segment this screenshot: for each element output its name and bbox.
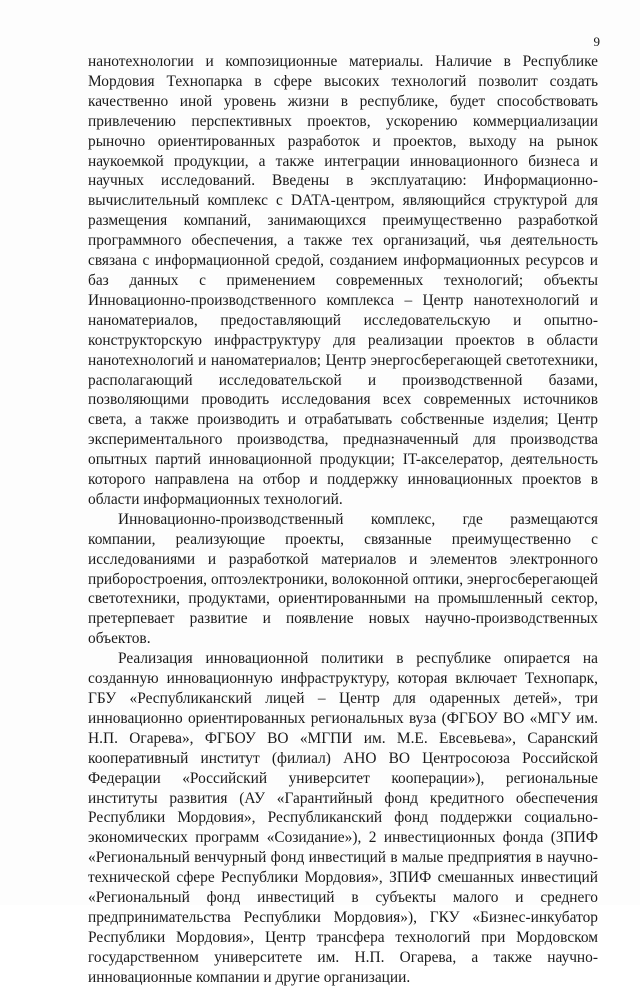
paragraph-continuation: нанотехнологии и композиционные материалы. Наличие в Республике Мордовия Технопарка в сфере высоких технологий позволит создать качественно иной уровень жизни в республике, будет способствовать привлечению перспективных проектов, ускорению коммерциализации рыночно ориентированных разработок и проектов, выходу на рынок наукоемкой продукции, а также интеграции инновационного бизнеса и научных исследований. Введены в эксплуатацию: Информационно-вычислительный комплекс с DATA-центром, являющийся структурой для размещения компаний, занимающихся преимущественно разработкой программного обеспечения, а также тех организаций, чья деятельность связана с информационной средой, созданием информационных ресурсов и баз данных с применением современных технологий; объекты Инновационно-производственного комплекса – Центр нанотехнологий и наноматериалов, предоставляющий исследовательскую и опытно-конструкторскую инфраструктуру для реализации проектов в области нанотехнологий и наноматериалов; Центр энергосберегающей светотехники, располагающий исследовательской и производственной базами, позволяющими проводить исследования всех современных источников света, а также производить и отрабатывать собственные изделия; Центр экспериментального производства, предназначенный для производства опытных партий инновационной продукции; IT-акселератор, деятельность которого направлена на отбор и поддержку инновационных проектов в области информационных технологий.: [88, 53, 598, 508]
paragraph-innovation-policy: Реализация инновационной политики в республике опирается на созданную инновационную инфраструктуру, которая включает Технопарк, ГБУ «Республиканский лицей – Центр для одаренных детей», три инновационно ориентированных региональных вуза (ФГБОУ ВО «МГУ им. Н.П. Огарева», ФГБОУ ВО «МГПИ им. М.Е. Евсевьева», Саранский кооперативный институт (филиал) АНО ВО Центросоюза Российской Федерации «Российский университет кооперации»), региональные институты развития (АУ «Гарантийный фонд кредитного обеспечения Республики Мордовия», Республиканский фонд поддержки социально-экономических программ «Созидание»), 2 инвестиционных фонда (ЗПИФ «Региональный венчурный фонд инвестиций в малые предприятия в научно-технической сфере Республики Мордовия», ЗПИФ смешанных инвестиций «Региональный фонд инвестиций в субъекты малого и среднего предпринимательства Республики Мордовия»), ГКУ «Бизнес-инкубатор Республики Мордовия», Центр трансфера технологий при Мордовском государственном университете им. Н.П. Огарева, а также научно-инновационные компании и другие организации.: [88, 650, 598, 986]
paragraph-innovation-complex: Инновационно-производственный комплекс, где размещаются компании, реализующие проекты, связанные преимущественно с исследованиями и разработкой материалов и элементов электронного приборостроения, оптоэлектроники, волоконной оптики, энергосберегающей светотехники, продуктами, ориентированными на промышленный сектор, претерпевает развитие и появление новых научно-производственных объектов.: [88, 510, 598, 648]
page-number: 9: [593, 34, 600, 49]
document-body: [88, 52, 598, 988]
